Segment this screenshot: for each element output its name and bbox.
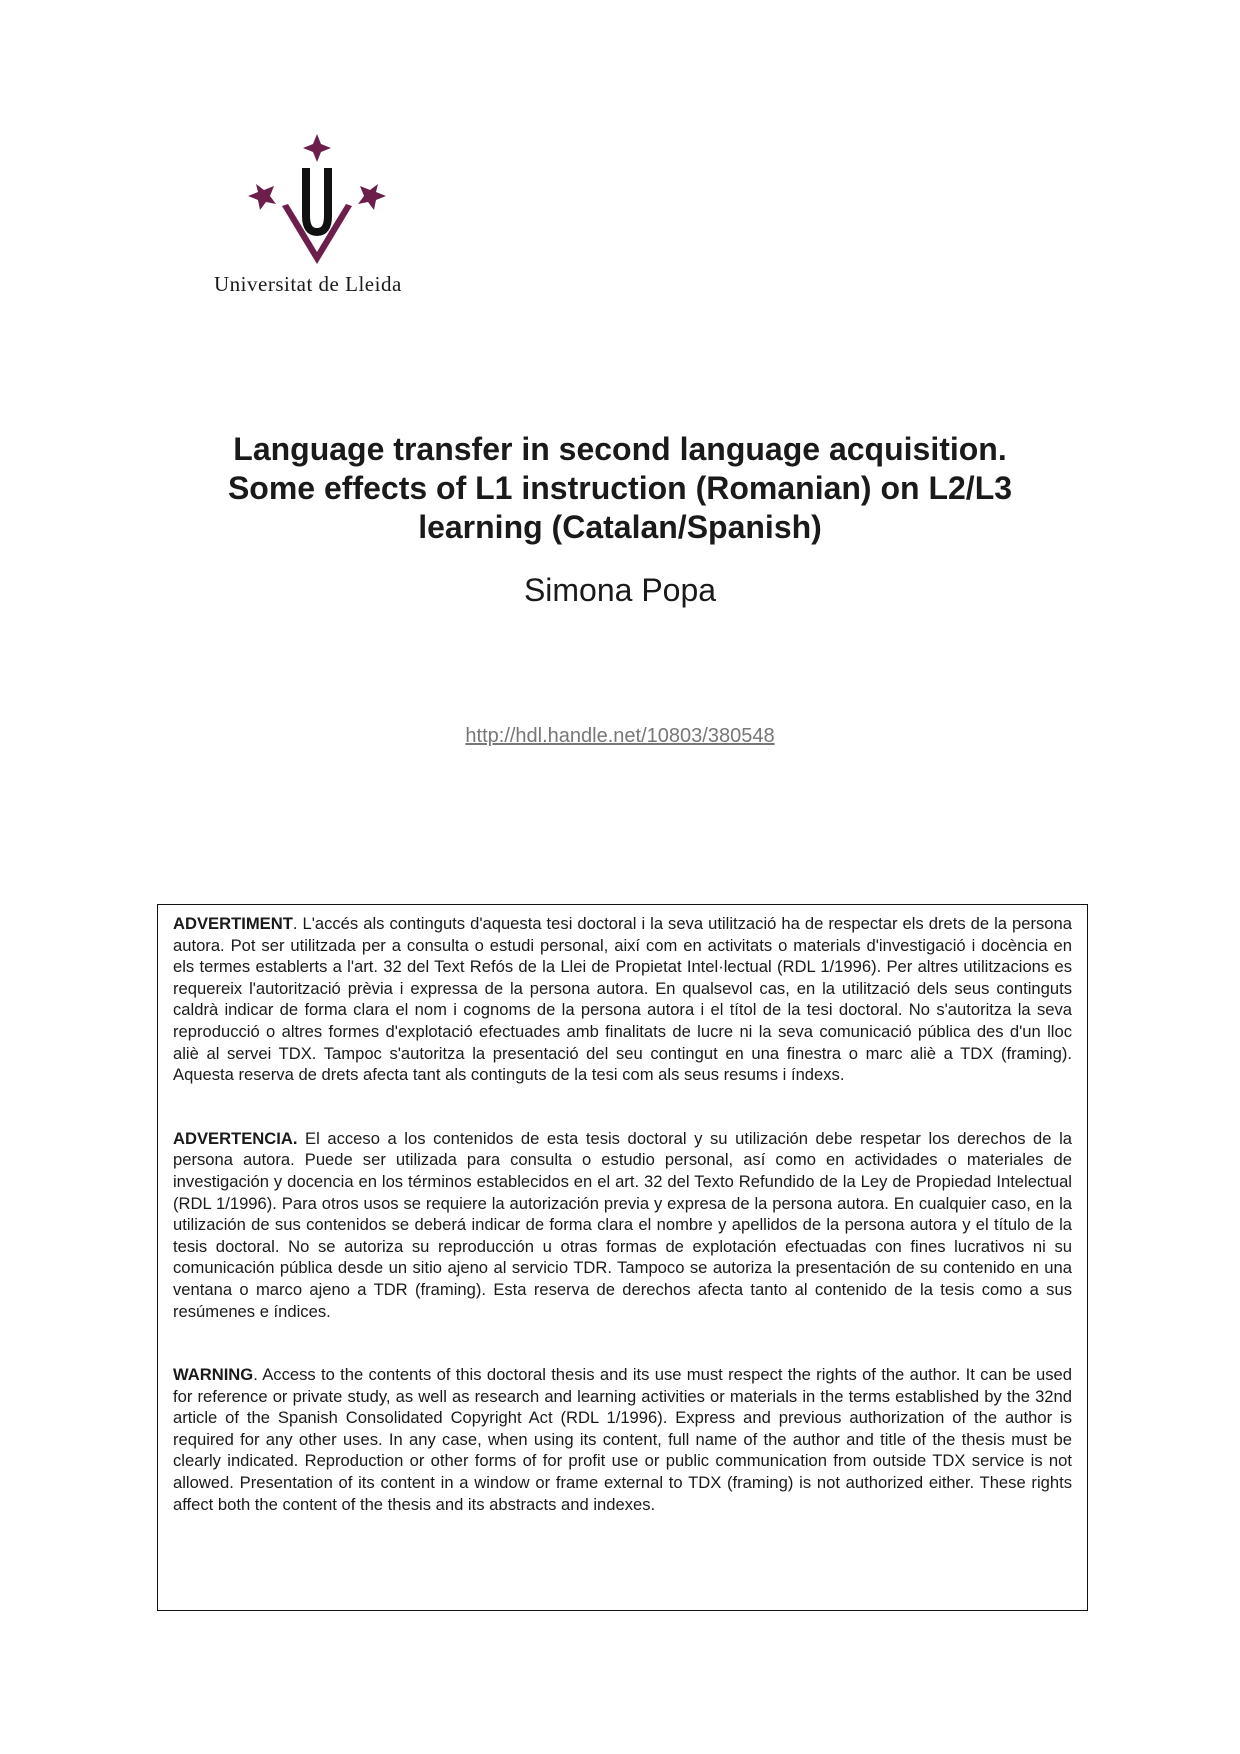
thesis-title xyxy=(150,430,1090,547)
title-line-2: Some effects of L1 instruction (Romanian) on L2/L3 xyxy=(227,470,1013,506)
notice-spanish-lead: ADVERTENCIA. xyxy=(173,1128,298,1148)
rights-notice-box xyxy=(157,904,1088,1611)
author-name: Simona Popa xyxy=(523,572,717,608)
notice-spanish-text: El acceso a los contenidos de esta tesis doctoral y su utilización debe respetar los derechos de la persona autora. Puede ser utilizada para consulta o estudio personal, así como en actividades o materiales de investigación y docencia en los términos establecidos en el art. 32 del Texto Refundido de la Ley de Propiedad Intelectual (RDL 1/1996). Para otros usos se requiere la autorización previa y expresa de la persona autora. En cualquier caso, en la utilización de sus contenidos se deberá indicar de forma clara el nombre y apellidos de la persona autora y el título de la tesis doctoral. No se autoriza su reproducción u otras formas de explotación efectuadas con fines lucrativos ni su comunicación pública desde un sitio ajeno al servicio TDR. Tampoco se autoriza la presentación de su contenido en una ventana o marco ajeno a TDR (framing). Esta reserva de derechos afecta tanto al contenido de la tesis como a sus resúmenes e índices. xyxy=(173,1128,1072,1321)
notice-english-lead: WARNING xyxy=(173,1365,254,1385)
university-crest-icon xyxy=(242,132,392,268)
title-line-3: learning (Catalan/Spanish) xyxy=(418,509,822,545)
university-logo xyxy=(212,132,442,302)
notice-english-text: . Access to the contents of this doctoral thesis and its use must respect the rights of the author. It can be used for reference or private study, as well as research and learning activities or materials in the terms established by the 32nd article of the Spanish Consolidated Copyright Act (RDL 1/1996). Express and previous authorization of the author is required for any other uses. In any case, when using its content, full name of the author and title of the thesis must be clearly indicated. Reproduction or other forms of for profit use or public communication from outside TDX service is not allowed. Presentation of its content in a window or frame external to TDX (framing) is not authorized either. These rights affect both the content of the thesis and its abstracts and indexes. xyxy=(173,1365,1072,1514)
handle-link[interactable]: http://hdl.handle.net/10803/380548 xyxy=(465,725,775,747)
notice-catalan-lead: ADVERTIMENT xyxy=(173,914,293,933)
notice-spanish xyxy=(173,1128,1072,1322)
university-name: Universitat de Lleida xyxy=(214,272,402,296)
notice-catalan xyxy=(173,913,1072,1086)
notice-english xyxy=(173,1364,1072,1515)
handle-link-container xyxy=(150,725,1090,748)
notice-catalan-text: . L'accés als continguts d'aquesta tesi doctoral i la seva utilització ha de respectar els drets de la persona autora. Pot ser utilitzada per a consulta o estudi personal, així com en activitats o materials d'investigació i docència en els termes establerts a l'art. 32 del Text Refós de la Llei de Propietat Intel·lectual (RDL 1/1996). Per altres utilitzacions es requereix l'autorització prèvia i expressa de la persona autora. En qualsevol cas, en la utilització dels seus continguts caldrà indicar de forma clara el nom i cognoms de la persona autora i el títol de la tesi doctoral. No s'autoritza la seva reproducció o altres formes d'explotació efectuades amb finalitats de lucre ni la seva comunicació pública des d'un lloc aliè al servei TDX. Tampoc s'autoritza la presentació del seu contingut en una finestra o marc aliè a TDX (framing). Aquesta reserva de drets afecta tant als continguts de la tesi com als seus resums i índexs. xyxy=(173,914,1072,1085)
title-line-1: Language transfer in second language acquisition. xyxy=(233,431,1007,467)
